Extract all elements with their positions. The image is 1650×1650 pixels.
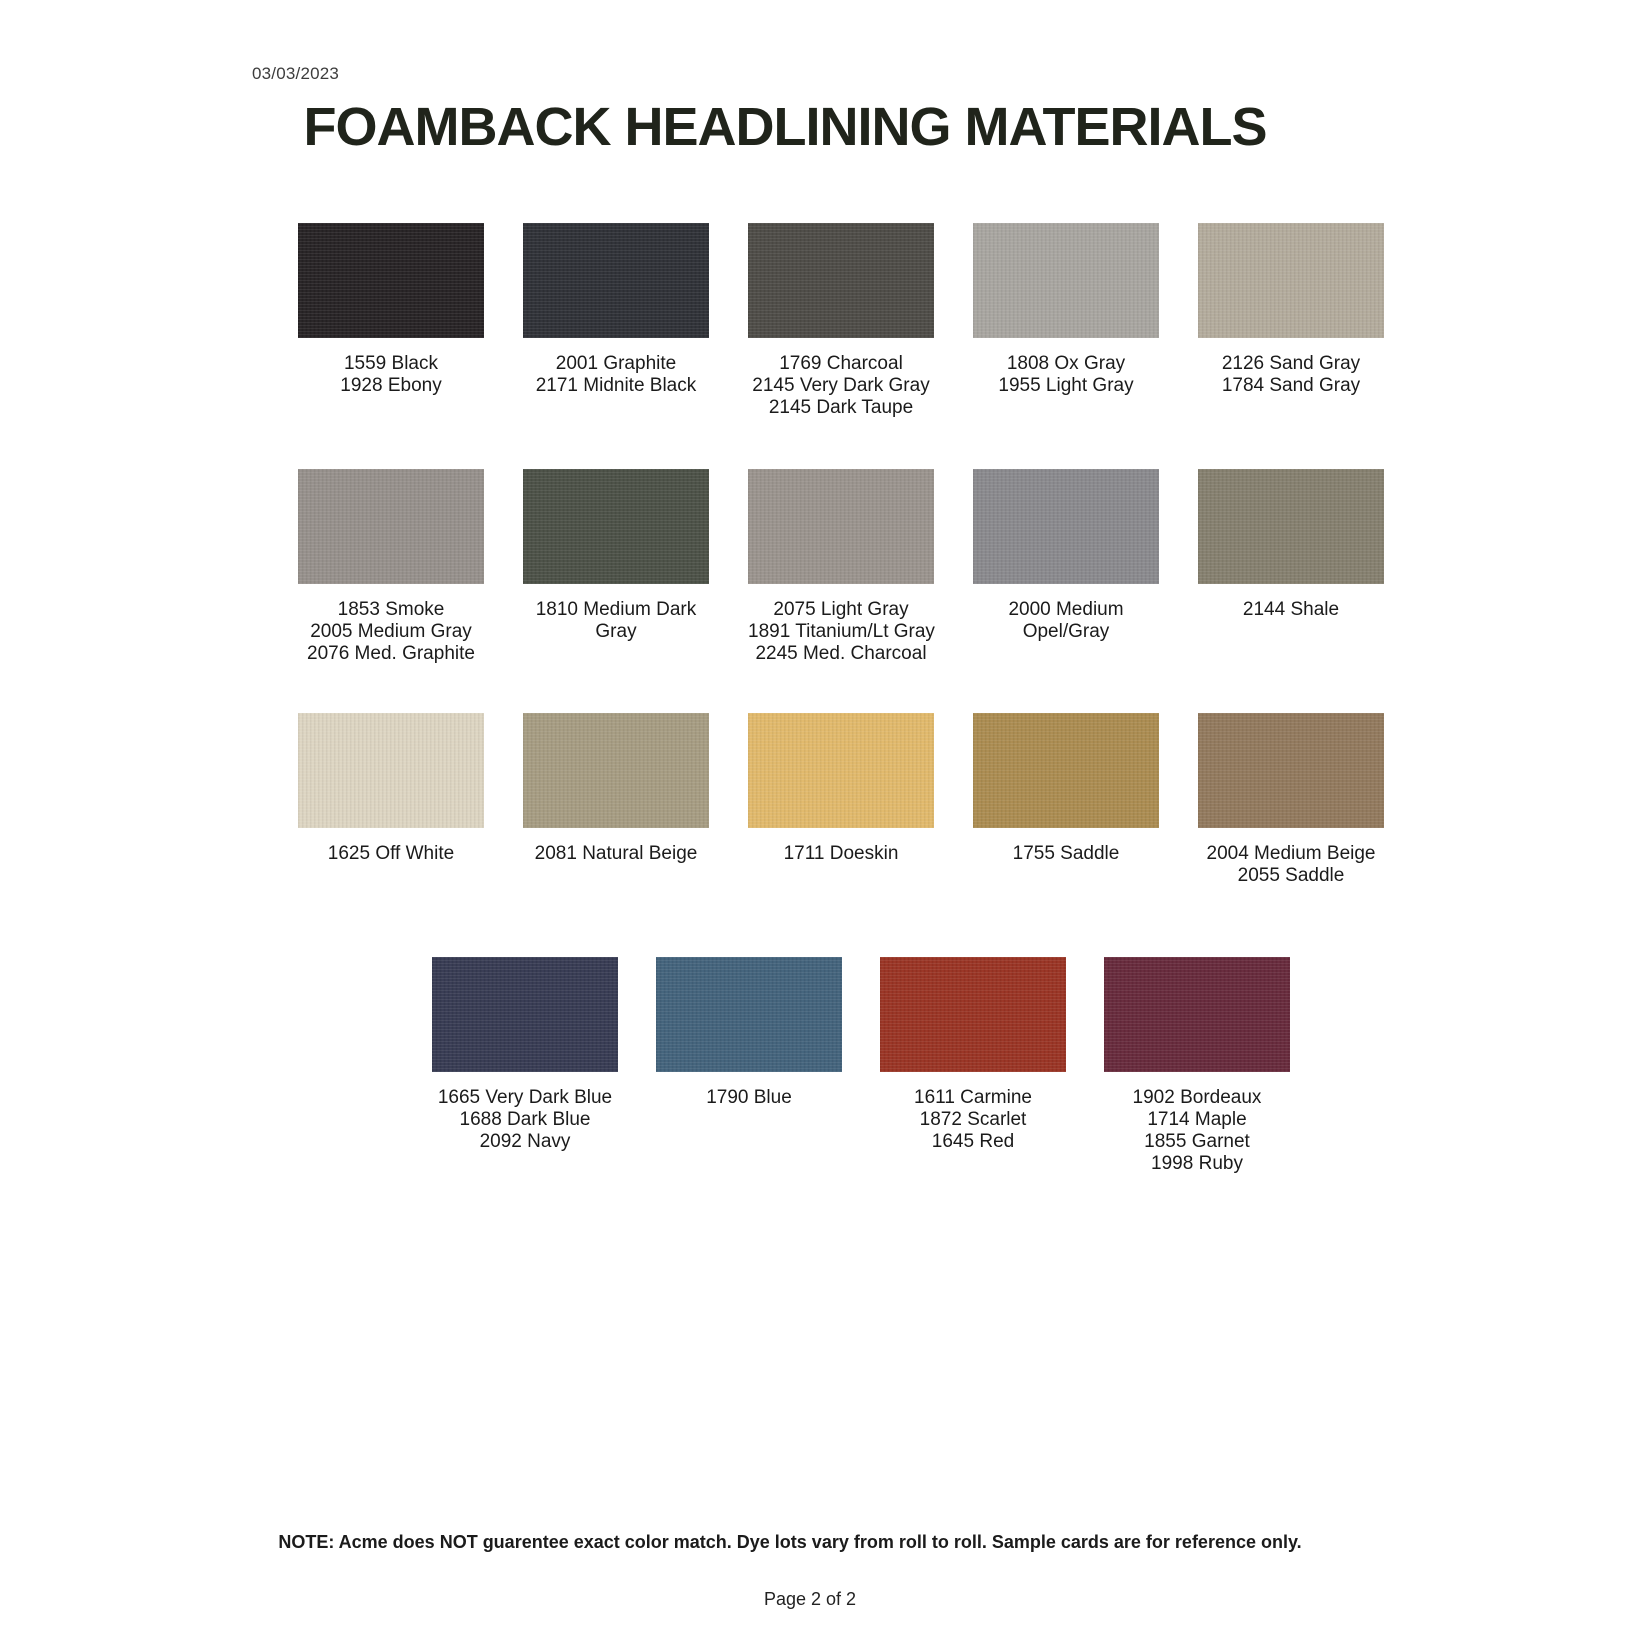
swatch-row-4 — [432, 957, 1290, 1175]
swatch-label — [973, 353, 1159, 397]
swatch-label — [880, 1087, 1066, 1153]
fabric-swatch — [1198, 223, 1384, 338]
swatch-code-line: 1611 Carmine — [914, 1087, 1032, 1108]
fabric-swatch — [748, 223, 934, 338]
swatch-code-line: 2001 Graphite — [555, 353, 677, 374]
swatch-label — [1104, 1087, 1290, 1175]
swatch-row-1 — [298, 223, 1384, 419]
swatch-item — [1104, 957, 1290, 1175]
swatch-label — [1198, 353, 1384, 397]
fabric-swatch — [298, 469, 484, 584]
fabric-swatch — [973, 223, 1159, 338]
fabric-swatch — [1104, 957, 1290, 1072]
swatch-label — [523, 599, 709, 643]
swatch-code-line: 1810 Medium Dark — [535, 599, 697, 620]
fabric-swatch — [748, 713, 934, 828]
swatch-label — [298, 353, 484, 397]
swatch-item — [973, 469, 1159, 665]
swatch-code-line: 2126 Sand Gray — [1221, 353, 1361, 374]
swatch-code-line: 1853 Smoke — [337, 599, 445, 620]
swatch-label — [973, 843, 1159, 865]
swatch-item — [973, 713, 1159, 887]
swatch-item — [1198, 713, 1384, 887]
page-title: FOAMBACK HEADLINING MATERIALS — [303, 97, 1267, 157]
swatch-item — [973, 223, 1159, 419]
swatch-code-line: 2081 Natural Beige — [534, 843, 698, 864]
swatch-item — [432, 957, 618, 1175]
fabric-swatch — [523, 713, 709, 828]
page-number: Page 2 of 2 — [763, 1589, 857, 1609]
swatch-label — [656, 1087, 842, 1109]
note-container — [0, 1532, 1580, 1553]
swatch-code-line: 1559 Black — [343, 353, 438, 374]
swatch-label — [748, 843, 934, 865]
swatch-code-line: 1784 Sand Gray — [1221, 375, 1361, 396]
swatch-item — [656, 957, 842, 1175]
swatch-code-line: 1625 Off White — [327, 843, 455, 864]
swatch-code-line: 1998 Ruby — [1151, 1153, 1243, 1174]
swatch-item — [298, 223, 484, 419]
swatch-label — [298, 599, 484, 665]
title-container — [0, 96, 1570, 158]
swatch-item — [748, 713, 934, 887]
swatch-code-line: 1769 Charcoal — [779, 353, 903, 374]
swatch-code-line: 1688 Dark Blue — [459, 1109, 591, 1130]
swatch-item — [298, 713, 484, 887]
swatch-code-line: 1711 Doeskin — [783, 843, 899, 864]
swatch-label — [432, 1087, 618, 1153]
swatch-label — [1198, 843, 1384, 887]
swatch-item — [748, 223, 934, 419]
swatch-code-line: 2004 Medium Beige — [1206, 843, 1376, 864]
swatch-code-line: 2092 Navy — [479, 1131, 571, 1152]
swatch-code-line: 1872 Scarlet — [919, 1109, 1027, 1130]
swatch-code-line: 1665 Very Dark Blue — [437, 1087, 613, 1108]
swatch-label — [523, 353, 709, 397]
swatch-code-line: 1714 Maple — [1147, 1109, 1247, 1130]
fabric-swatch — [880, 957, 1066, 1072]
swatch-row-3 — [298, 713, 1384, 887]
swatch-row-2 — [298, 469, 1384, 665]
swatch-code-line: 2075 Light Gray — [773, 599, 909, 620]
fabric-swatch — [432, 957, 618, 1072]
swatch-label — [1198, 599, 1384, 621]
fabric-swatch — [973, 469, 1159, 584]
fabric-swatch — [298, 223, 484, 338]
swatch-code-line: 2145 Very Dark Gray — [752, 375, 930, 396]
document-date: 03/03/2023 — [252, 64, 340, 83]
swatch-code-line: 1855 Garnet — [1144, 1131, 1250, 1152]
swatch-item — [880, 957, 1066, 1175]
swatch-code-line: 2076 Med. Graphite — [307, 643, 475, 664]
footer-container — [0, 1589, 1620, 1610]
fabric-swatch — [1198, 469, 1384, 584]
swatch-label — [973, 599, 1159, 643]
fabric-swatch — [1198, 713, 1384, 828]
swatch-item — [523, 469, 709, 665]
swatch-code-line: 2171 Midnite Black — [535, 375, 697, 396]
swatch-code-line: 2245 Med. Charcoal — [755, 643, 927, 664]
swatch-item — [1198, 223, 1384, 419]
swatch-code-line: 2055 Saddle — [1237, 865, 1345, 886]
swatch-code-line: 1928 Ebony — [340, 375, 442, 396]
swatch-code-line: 2144 Shale — [1242, 599, 1340, 620]
swatch-code-line: Opel/Gray — [1022, 621, 1110, 642]
swatch-item — [298, 469, 484, 665]
swatch-item — [1198, 469, 1384, 665]
swatch-code-line: 2005 Medium Gray — [310, 621, 472, 642]
fabric-swatch — [748, 469, 934, 584]
swatch-code-line: 2000 Medium — [1008, 599, 1124, 620]
fabric-swatch — [298, 713, 484, 828]
swatch-code-line: 1955 Light Gray — [998, 375, 1134, 396]
swatch-label — [298, 843, 484, 865]
swatch-code-line: Gray — [595, 621, 637, 642]
swatch-code-line: 1891 Titanium/Lt Gray — [748, 621, 935, 642]
fabric-swatch — [523, 223, 709, 338]
swatch-code-line: 1808 Ox Gray — [1006, 353, 1126, 374]
fabric-swatch — [656, 957, 842, 1072]
fabric-swatch — [973, 713, 1159, 828]
swatch-code-line: 1790 Blue — [706, 1087, 792, 1108]
swatch-code-line: 2145 Dark Taupe — [768, 397, 914, 418]
swatch-item — [748, 469, 934, 665]
swatch-item — [523, 713, 709, 887]
swatch-code-line: 1755 Saddle — [1012, 843, 1120, 864]
swatch-code-line: 1645 Red — [931, 1131, 1015, 1152]
swatch-label — [523, 843, 709, 865]
fabric-swatch — [523, 469, 709, 584]
swatch-label — [748, 353, 934, 419]
disclaimer-note: NOTE: Acme does NOT guarentee exact color match. Dye lots vary from roll to roll. Sample cards are for reference only. — [278, 1532, 1302, 1552]
swatch-code-line: 1902 Bordeaux — [1132, 1087, 1262, 1108]
swatch-item — [523, 223, 709, 419]
swatch-label — [748, 599, 934, 665]
